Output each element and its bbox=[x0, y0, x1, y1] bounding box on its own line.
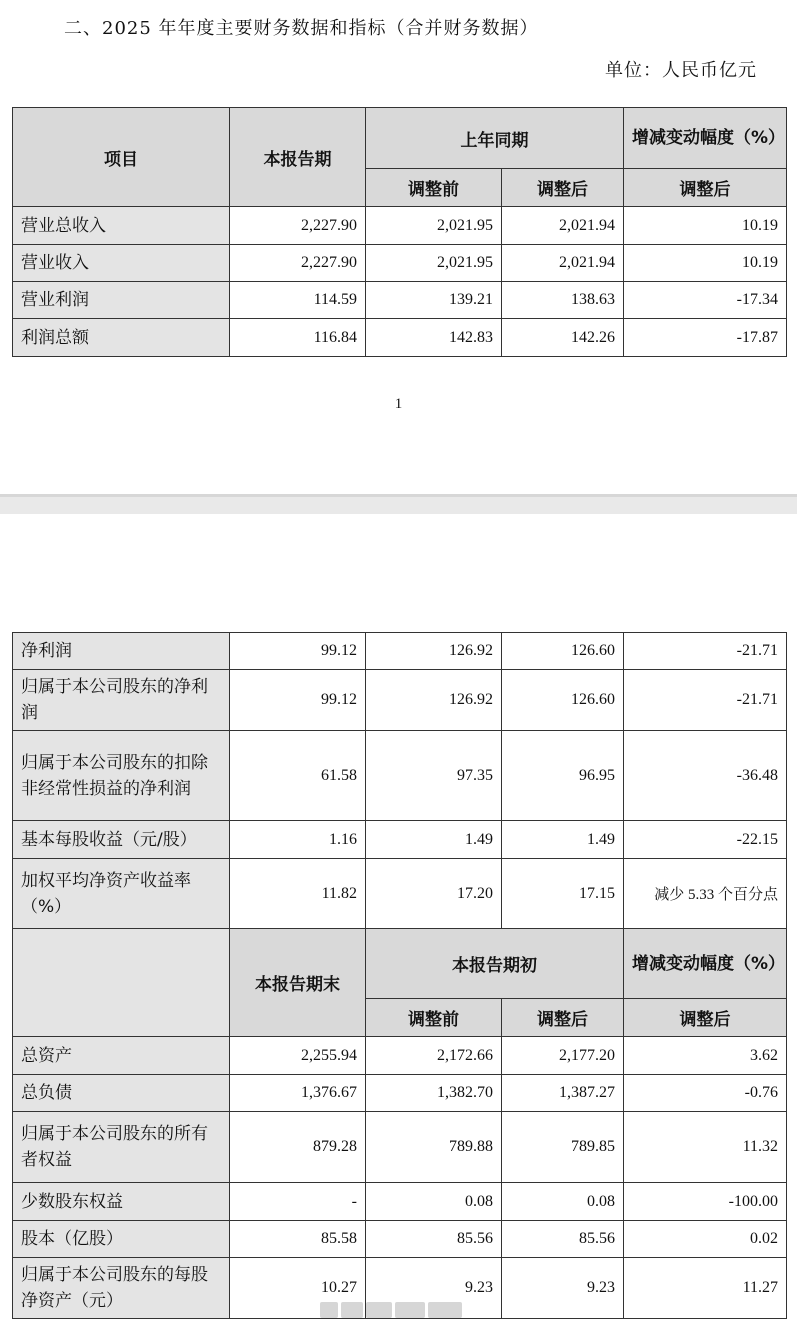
cell-change: 11.27 bbox=[624, 1258, 787, 1319]
row-label: 归属于本公司股东的每股净资产（元） bbox=[13, 1258, 230, 1319]
cell-change: -22.15 bbox=[624, 821, 787, 859]
row-label: 营业利润 bbox=[13, 282, 230, 319]
unit-label: 单位：人民币亿元 bbox=[605, 60, 757, 81]
cell-change: -0.76 bbox=[624, 1075, 787, 1112]
table-row bbox=[13, 731, 787, 821]
header-after-adjust: 调整后 bbox=[502, 169, 624, 207]
cell-before: 97.35 bbox=[366, 731, 502, 821]
cell-current: 2,255.94 bbox=[230, 1037, 366, 1075]
table-row bbox=[13, 1075, 787, 1112]
cell-before: 126.92 bbox=[366, 670, 502, 731]
row-label: 归属于本公司股东的净利润 bbox=[13, 670, 230, 731]
table-row bbox=[13, 1037, 787, 1075]
page-gap bbox=[0, 494, 797, 514]
row-label: 股本（亿股） bbox=[13, 1221, 230, 1258]
financial-table-page1 bbox=[12, 107, 787, 357]
table-row bbox=[13, 1112, 787, 1183]
section-title: 二、2025 年年度主要财务数据和指标（合并财务数据） bbox=[64, 18, 539, 39]
header2-change-after: 调整后 bbox=[624, 999, 787, 1037]
cell-after: 1.49 bbox=[502, 821, 624, 859]
table-row bbox=[13, 633, 787, 670]
cell-before: 85.56 bbox=[366, 1221, 502, 1258]
cell-change: -36.48 bbox=[624, 731, 787, 821]
cell-current: 99.12 bbox=[230, 633, 366, 670]
header-prior-period: 上年同期 bbox=[366, 108, 624, 169]
cell-before: 2,021.95 bbox=[366, 245, 502, 282]
table-row bbox=[13, 245, 787, 282]
row-label: 总资产 bbox=[13, 1037, 230, 1075]
cell-before: 9.23 bbox=[366, 1258, 502, 1319]
cell-change: 3.62 bbox=[624, 1037, 787, 1075]
cell-before: 2,172.66 bbox=[366, 1037, 502, 1075]
header2-period-start: 本报告期初 bbox=[366, 929, 624, 999]
header-current-period: 本报告期 bbox=[230, 108, 366, 207]
row-label: 净利润 bbox=[13, 633, 230, 670]
header2-after-adjust: 调整后 bbox=[502, 999, 624, 1037]
cell-current: 116.84 bbox=[230, 319, 366, 357]
page-gap-shadow bbox=[0, 494, 797, 497]
cell-change: -17.34 bbox=[624, 282, 787, 319]
table-row bbox=[13, 1183, 787, 1221]
header2-before-adjust: 调整前 bbox=[366, 999, 502, 1037]
cell-current: 2,227.90 bbox=[230, 245, 366, 282]
cell-after: 0.08 bbox=[502, 1183, 624, 1221]
cell-current: 1.16 bbox=[230, 821, 366, 859]
cell-change: 11.32 bbox=[624, 1112, 787, 1183]
cell-after: 126.60 bbox=[502, 670, 624, 731]
cell-change: -17.87 bbox=[624, 319, 787, 357]
cell-after: 9.23 bbox=[502, 1258, 624, 1319]
cell-before: 17.20 bbox=[366, 859, 502, 929]
financial-table-page2 bbox=[12, 632, 787, 1319]
cell-after: 789.85 bbox=[502, 1112, 624, 1183]
header2-change: 增减变动幅度（%） bbox=[624, 929, 787, 999]
table-row bbox=[13, 1221, 787, 1258]
row-label: 归属于本公司股东的扣除非经常性损益的净利润 bbox=[13, 731, 230, 821]
cell-before: 1.49 bbox=[366, 821, 502, 859]
cell-change: -100.00 bbox=[624, 1183, 787, 1221]
table-row bbox=[13, 319, 787, 357]
table-row bbox=[13, 821, 787, 859]
header-item: 项目 bbox=[13, 108, 230, 207]
cell-after: 2,177.20 bbox=[502, 1037, 624, 1075]
cell-after: 96.95 bbox=[502, 731, 624, 821]
row-label: 利润总额 bbox=[13, 319, 230, 357]
cell-current: 99.12 bbox=[230, 670, 366, 731]
row-label: 基本每股收益（元/股） bbox=[13, 821, 230, 859]
header2-item-blank bbox=[13, 929, 230, 1037]
cell-current: - bbox=[230, 1183, 366, 1221]
header2-period-end: 本报告期末 bbox=[230, 929, 366, 1037]
cell-after: 142.26 bbox=[502, 319, 624, 357]
cell-change: -21.71 bbox=[624, 633, 787, 670]
cell-current: 11.82 bbox=[230, 859, 366, 929]
cell-current: 114.59 bbox=[230, 282, 366, 319]
table-row bbox=[13, 670, 787, 731]
row-label: 总负债 bbox=[13, 1075, 230, 1112]
header-change-after: 调整后 bbox=[624, 169, 787, 207]
cell-change: 10.19 bbox=[624, 245, 787, 282]
cell-change: 减少 5.33 个百分点 bbox=[624, 859, 787, 929]
cell-after: 138.63 bbox=[502, 282, 624, 319]
cell-change: -21.71 bbox=[624, 670, 787, 731]
cell-after: 2,021.94 bbox=[502, 207, 624, 245]
row-label: 归属于本公司股东的所有者权益 bbox=[13, 1112, 230, 1183]
cell-current: 61.58 bbox=[230, 731, 366, 821]
cell-current: 1,376.67 bbox=[230, 1075, 366, 1112]
row-label: 营业收入 bbox=[13, 245, 230, 282]
cell-current: 85.58 bbox=[230, 1221, 366, 1258]
cell-before: 789.88 bbox=[366, 1112, 502, 1183]
row-label: 少数股东权益 bbox=[13, 1183, 230, 1221]
cell-current: 879.28 bbox=[230, 1112, 366, 1183]
cell-before: 142.83 bbox=[366, 319, 502, 357]
cell-change: 10.19 bbox=[624, 207, 787, 245]
image-watermark-overlay bbox=[320, 1300, 465, 1320]
table-row bbox=[13, 282, 787, 319]
cell-after: 85.56 bbox=[502, 1221, 624, 1258]
cell-after: 126.60 bbox=[502, 633, 624, 670]
cell-before: 2,021.95 bbox=[366, 207, 502, 245]
table-row bbox=[13, 207, 787, 245]
page-number: 1 bbox=[394, 396, 403, 412]
cell-before: 0.08 bbox=[366, 1183, 502, 1221]
row-label: 加权平均净资产收益率（%） bbox=[13, 859, 230, 929]
cell-after: 17.15 bbox=[502, 859, 624, 929]
header-before-adjust: 调整前 bbox=[366, 169, 502, 207]
header-change: 增减变动幅度（%） bbox=[624, 108, 787, 169]
cell-after: 1,387.27 bbox=[502, 1075, 624, 1112]
cell-current: 2,227.90 bbox=[230, 207, 366, 245]
table-row bbox=[13, 859, 787, 929]
cell-before: 1,382.70 bbox=[366, 1075, 502, 1112]
row-label: 营业总收入 bbox=[13, 207, 230, 245]
cell-after: 2,021.94 bbox=[502, 245, 624, 282]
cell-change: 0.02 bbox=[624, 1221, 787, 1258]
cell-current: 10.27 bbox=[230, 1258, 366, 1319]
cell-before: 139.21 bbox=[366, 282, 502, 319]
cell-before: 126.92 bbox=[366, 633, 502, 670]
